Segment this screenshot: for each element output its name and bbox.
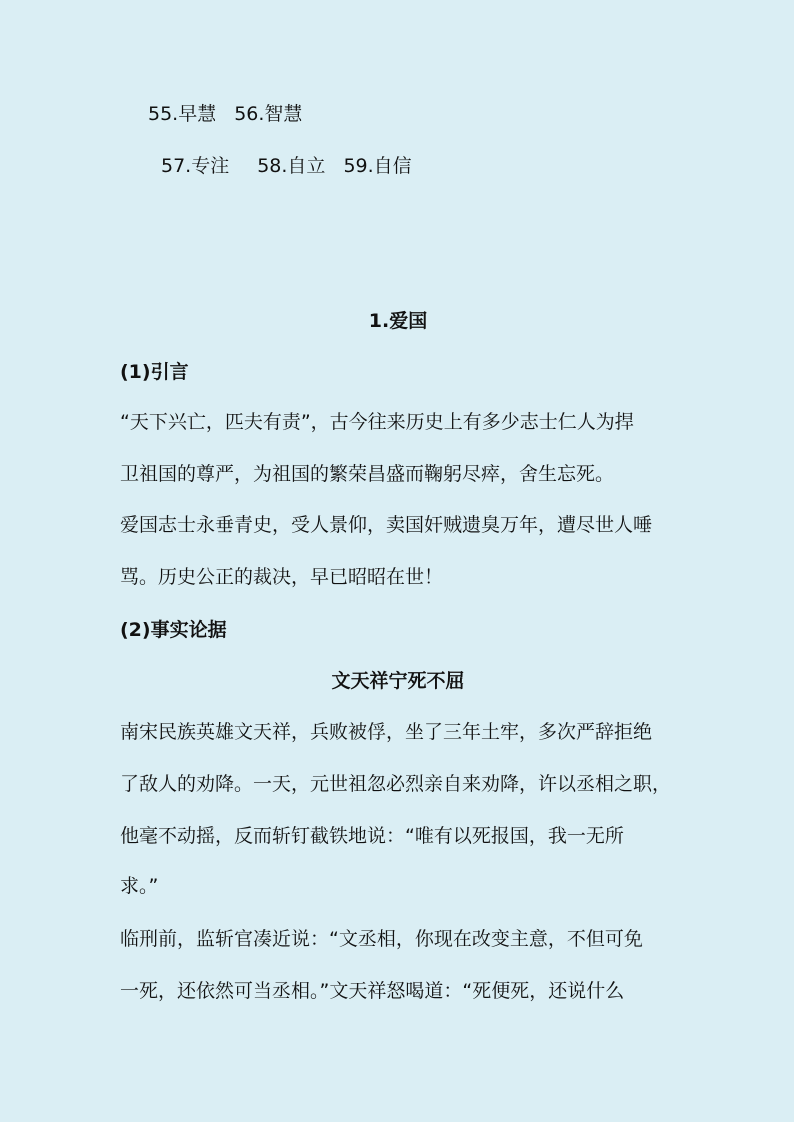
- list-item: 57.专注: [161, 155, 230, 177]
- section-heading: 1.爱国: [368, 310, 428, 332]
- paragraph-line: 求。”: [120, 875, 159, 897]
- paragraph-line: 卫祖国的尊严，为祖国的繁荣昌盛而鞠躬尽瘁，舍生忘死。: [120, 463, 615, 485]
- paragraph-line: 了敌人的劝降。一天，元世祖忽必烈亲自来劝降，许以丞相之职，: [120, 773, 672, 795]
- paragraph-line: 一死，还依然可当丞相。”文天祥怒喝道：“死便死，还说什么: [120, 980, 625, 1002]
- list-item: 56.智慧: [234, 103, 303, 125]
- story-title: 文天祥宁死不屈: [331, 670, 465, 692]
- paragraph-line: 南宋民族英雄文天祥，兵败被俘，坐了三年土牢，多次严辞拒绝: [120, 721, 653, 743]
- word-list-row-2: [161, 153, 412, 179]
- paragraph-line: “天下兴亡，匹夫有责”，古今往来历史上有多少志士仁人为捍: [120, 411, 634, 433]
- paragraph-line: 爱国志士永垂青史，受人景仰，卖国奸贼遗臭万年，遭尽世人唾: [120, 514, 653, 536]
- list-item: 58.自立: [257, 155, 326, 177]
- paragraph-line: 骂。历史公正的裁决，早已昭昭在世！: [120, 566, 444, 588]
- list-item: 59.自信: [343, 155, 412, 177]
- facts-heading: (2)事实论据: [120, 619, 227, 641]
- list-item: 55.早慧: [148, 103, 217, 125]
- paragraph-line: 临刑前，监斩官凑近说：“文丞相，你现在改变主意，不但可免: [120, 928, 643, 950]
- paragraph-line: 他毫不动摇，反而斩钉截铁地说：“唯有以死报国，我一无所: [120, 825, 624, 847]
- intro-heading: (1)引言: [120, 361, 189, 383]
- word-list-row-1: [148, 101, 302, 127]
